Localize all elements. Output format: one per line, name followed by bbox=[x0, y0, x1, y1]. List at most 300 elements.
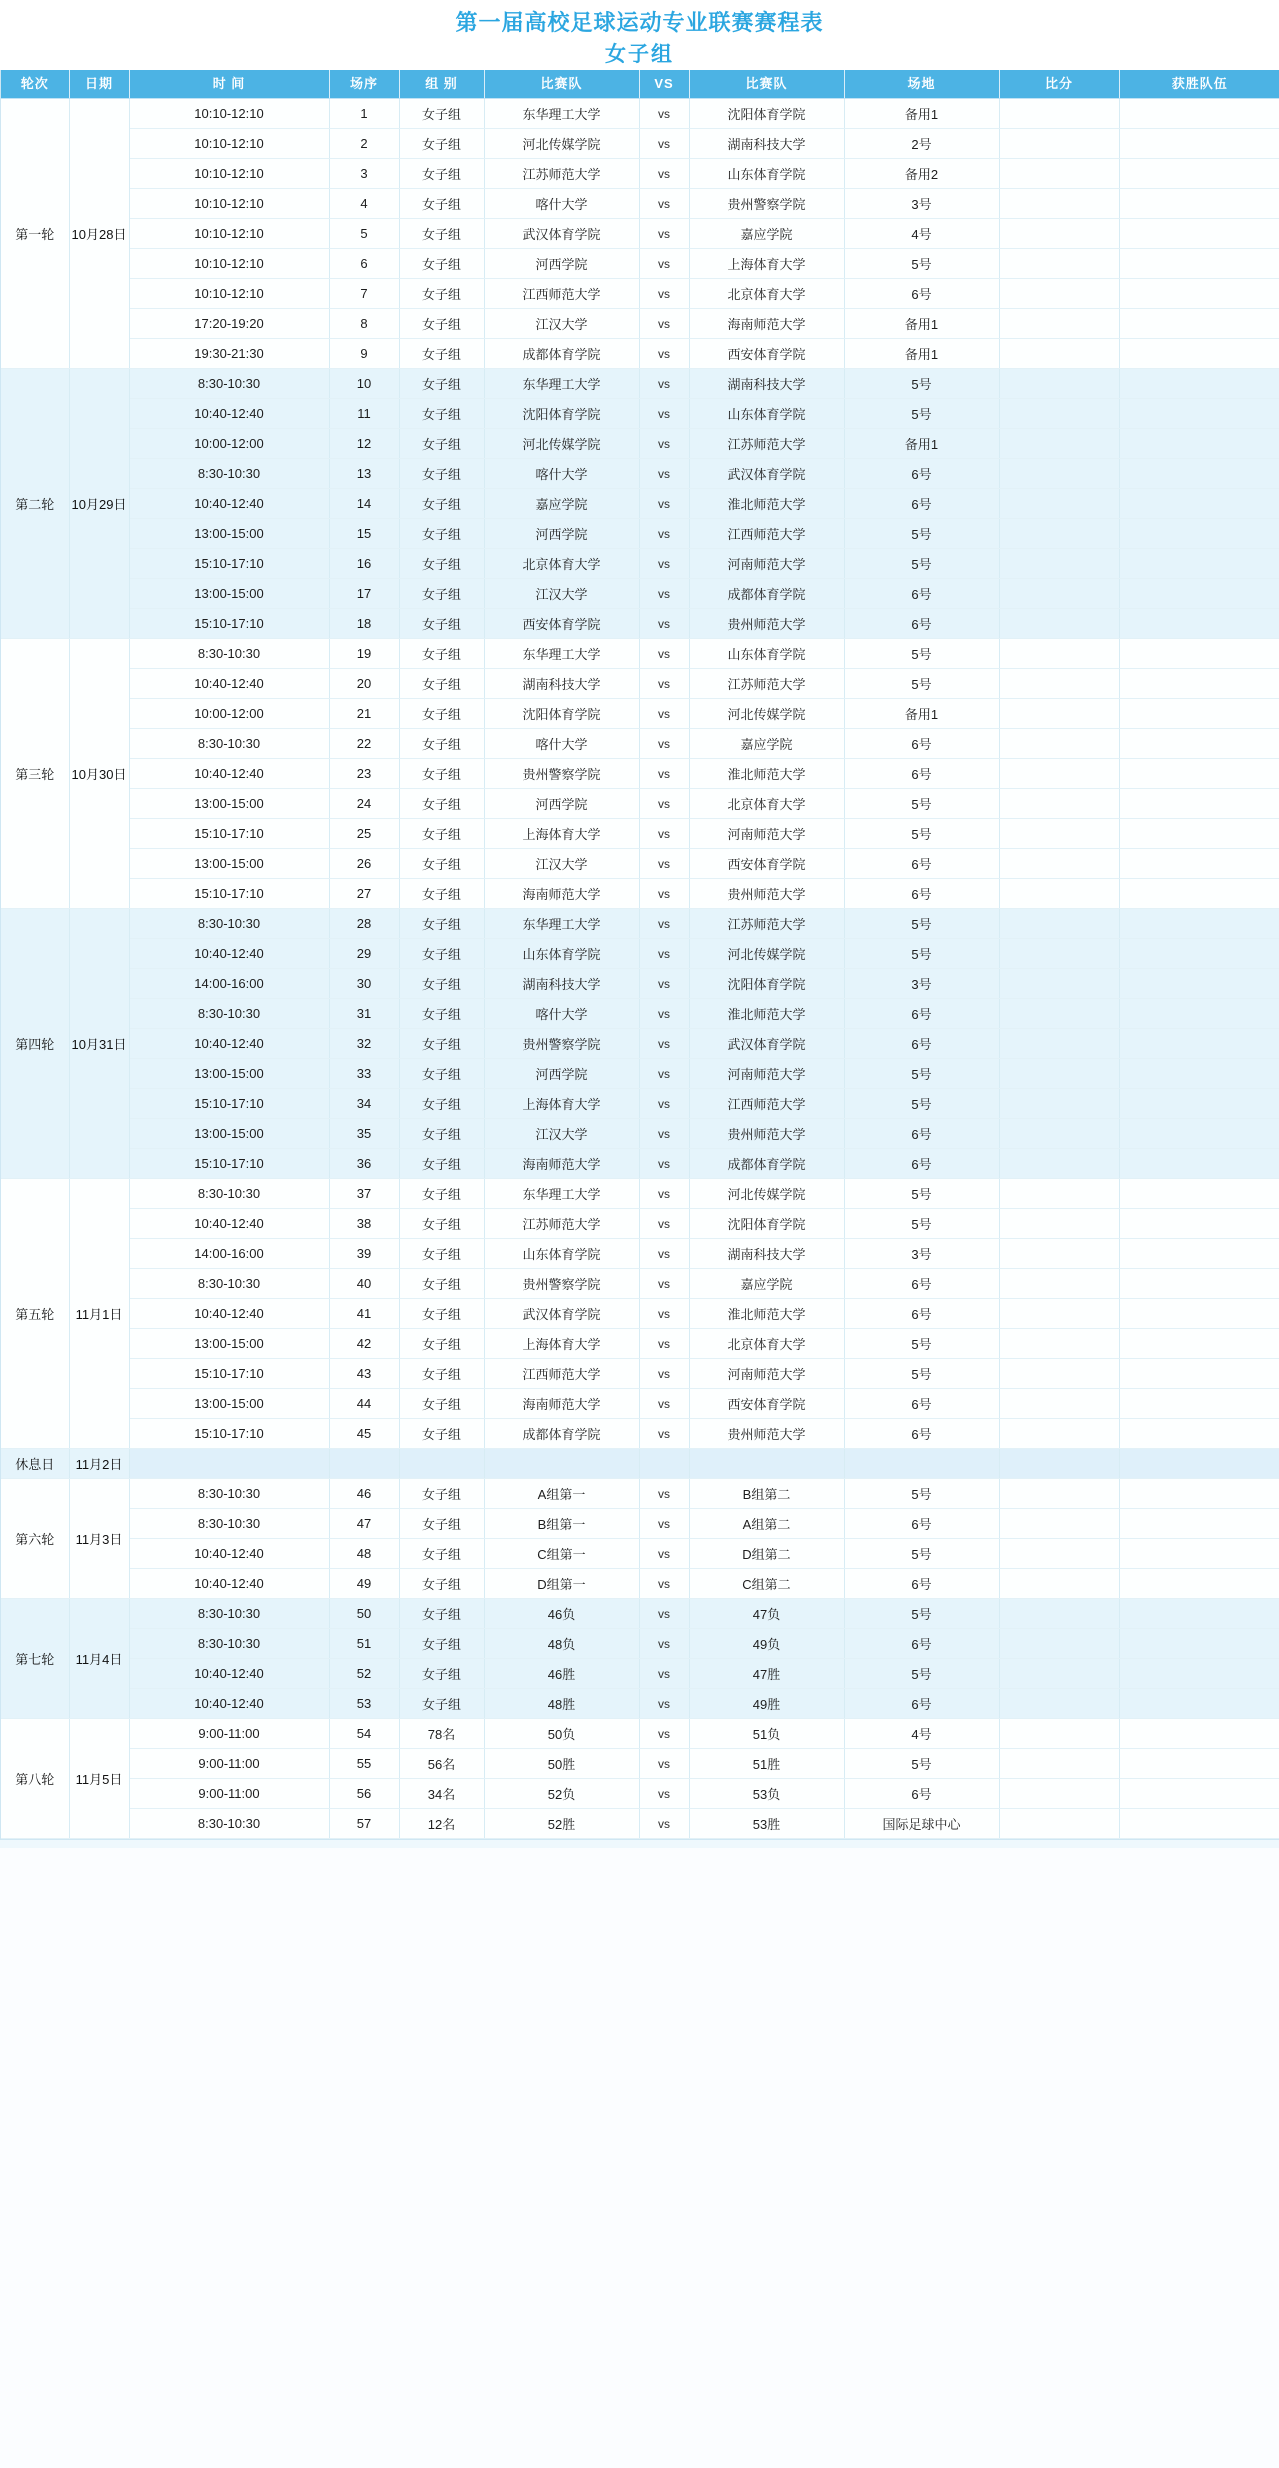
match-order: 57 bbox=[329, 1809, 399, 1839]
team-home: 东华理工大学 bbox=[484, 909, 639, 939]
team-away: 河北传媒学院 bbox=[689, 699, 844, 729]
match-group: 女子组 bbox=[399, 999, 484, 1029]
match-order: 35 bbox=[329, 1119, 399, 1149]
table-row bbox=[1, 1089, 1279, 1119]
match-group: 12名 bbox=[399, 1809, 484, 1839]
match-venue: 5号 bbox=[844, 819, 999, 849]
match-group: 女子组 bbox=[399, 129, 484, 159]
match-venue: 国际足球中心 bbox=[844, 1809, 999, 1839]
table-row bbox=[1, 309, 1279, 339]
vs-label: vs bbox=[639, 849, 689, 879]
match-venue: 6号 bbox=[844, 759, 999, 789]
team-away: 河南师范大学 bbox=[689, 1059, 844, 1089]
table-row bbox=[1, 1509, 1279, 1539]
match-score bbox=[999, 909, 1119, 939]
empty-cell bbox=[1119, 1449, 1279, 1479]
match-venue: 6号 bbox=[844, 1689, 999, 1719]
table-row bbox=[1, 1719, 1279, 1749]
match-time: 13:00-15:00 bbox=[129, 519, 329, 549]
match-order: 20 bbox=[329, 669, 399, 699]
column-header-time: 时 间 bbox=[129, 70, 329, 99]
match-winner bbox=[1119, 1419, 1279, 1449]
match-time: 8:30-10:30 bbox=[129, 1509, 329, 1539]
match-time: 13:00-15:00 bbox=[129, 579, 329, 609]
match-winner bbox=[1119, 699, 1279, 729]
match-score bbox=[999, 429, 1119, 459]
match-winner bbox=[1119, 789, 1279, 819]
team-home: 沈阳体育学院 bbox=[484, 399, 639, 429]
team-home: 上海体育大学 bbox=[484, 1089, 639, 1119]
match-group: 女子组 bbox=[399, 759, 484, 789]
match-order: 6 bbox=[329, 249, 399, 279]
team-home: 海南师范大学 bbox=[484, 1149, 639, 1179]
team-away: 北京体育大学 bbox=[689, 1329, 844, 1359]
team-away: 贵州师范大学 bbox=[689, 609, 844, 639]
table-row bbox=[1, 519, 1279, 549]
team-home: 湖南科技大学 bbox=[484, 969, 639, 999]
team-home: 河北传媒学院 bbox=[484, 429, 639, 459]
team-away: 江苏师范大学 bbox=[689, 669, 844, 699]
match-score bbox=[999, 1119, 1119, 1149]
match-group: 女子组 bbox=[399, 729, 484, 759]
vs-label: vs bbox=[639, 1809, 689, 1839]
match-group: 女子组 bbox=[399, 1029, 484, 1059]
match-time: 15:10-17:10 bbox=[129, 609, 329, 639]
table-row bbox=[1, 429, 1279, 459]
team-away: A组第二 bbox=[689, 1509, 844, 1539]
match-venue: 5号 bbox=[844, 369, 999, 399]
date-label: 11月2日 bbox=[69, 1449, 129, 1479]
vs-label: vs bbox=[639, 1359, 689, 1389]
match-winner bbox=[1119, 309, 1279, 339]
match-score bbox=[999, 1659, 1119, 1689]
title-block bbox=[0, 0, 1279, 70]
match-score bbox=[999, 99, 1119, 129]
vs-label: vs bbox=[639, 969, 689, 999]
team-home: 嘉应学院 bbox=[484, 489, 639, 519]
match-venue: 6号 bbox=[844, 849, 999, 879]
table-header-row bbox=[1, 70, 1279, 99]
match-score bbox=[999, 1329, 1119, 1359]
vs-label: vs bbox=[639, 279, 689, 309]
match-winner bbox=[1119, 369, 1279, 399]
team-home: 50胜 bbox=[484, 1749, 639, 1779]
match-time: 10:40-12:40 bbox=[129, 1539, 329, 1569]
match-winner bbox=[1119, 1569, 1279, 1599]
match-score bbox=[999, 1779, 1119, 1809]
team-home: 48负 bbox=[484, 1629, 639, 1659]
match-score bbox=[999, 1539, 1119, 1569]
round-label: 第七轮 bbox=[1, 1599, 69, 1719]
match-order: 31 bbox=[329, 999, 399, 1029]
match-winner bbox=[1119, 339, 1279, 369]
vs-label: vs bbox=[639, 1779, 689, 1809]
team-away: 河北传媒学院 bbox=[689, 1179, 844, 1209]
match-time: 10:40-12:40 bbox=[129, 759, 329, 789]
match-venue: 6号 bbox=[844, 879, 999, 909]
match-winner bbox=[1119, 219, 1279, 249]
match-venue: 5号 bbox=[844, 1179, 999, 1209]
bottom-spacer bbox=[0, 1840, 1279, 1848]
match-order: 47 bbox=[329, 1509, 399, 1539]
match-winner bbox=[1119, 1209, 1279, 1239]
team-home: 上海体育大学 bbox=[484, 1329, 639, 1359]
round-label: 第三轮 bbox=[1, 639, 69, 909]
match-time: 8:30-10:30 bbox=[129, 639, 329, 669]
match-group: 女子组 bbox=[399, 639, 484, 669]
page-title: 第一届高校足球运动专业联赛赛程表 bbox=[455, 10, 824, 35]
team-home: 河北传媒学院 bbox=[484, 129, 639, 159]
match-time: 8:30-10:30 bbox=[129, 999, 329, 1029]
date-label: 10月29日 bbox=[69, 369, 129, 639]
match-group: 女子组 bbox=[399, 819, 484, 849]
match-order: 54 bbox=[329, 1719, 399, 1749]
table-row bbox=[1, 759, 1279, 789]
date-label: 11月5日 bbox=[69, 1719, 129, 1839]
match-order: 21 bbox=[329, 699, 399, 729]
match-winner bbox=[1119, 1089, 1279, 1119]
vs-label: vs bbox=[639, 819, 689, 849]
match-order: 37 bbox=[329, 1179, 399, 1209]
vs-label: vs bbox=[639, 1269, 689, 1299]
match-order: 2 bbox=[329, 129, 399, 159]
match-time: 14:00-16:00 bbox=[129, 969, 329, 999]
match-order: 34 bbox=[329, 1089, 399, 1119]
match-winner bbox=[1119, 1779, 1279, 1809]
vs-label: vs bbox=[639, 1479, 689, 1509]
match-time: 10:10-12:10 bbox=[129, 219, 329, 249]
match-group: 女子组 bbox=[399, 219, 484, 249]
match-group: 女子组 bbox=[399, 1269, 484, 1299]
vs-label: vs bbox=[639, 489, 689, 519]
match-time: 10:10-12:10 bbox=[129, 129, 329, 159]
table-row bbox=[1, 1239, 1279, 1269]
date-label: 10月28日 bbox=[69, 99, 129, 369]
match-venue: 5号 bbox=[844, 1329, 999, 1359]
match-group: 女子组 bbox=[399, 399, 484, 429]
match-time: 8:30-10:30 bbox=[129, 1269, 329, 1299]
empty-cell bbox=[689, 1449, 844, 1479]
round-label: 第一轮 bbox=[1, 99, 69, 369]
match-group: 女子组 bbox=[399, 1539, 484, 1569]
vs-label: vs bbox=[639, 129, 689, 159]
table-row bbox=[1, 1389, 1279, 1419]
vs-label: vs bbox=[639, 729, 689, 759]
match-time: 8:30-10:30 bbox=[129, 1179, 329, 1209]
team-home: 喀什大学 bbox=[484, 459, 639, 489]
match-time: 8:30-10:30 bbox=[129, 459, 329, 489]
match-time: 10:40-12:40 bbox=[129, 1689, 329, 1719]
match-score bbox=[999, 129, 1119, 159]
vs-label: vs bbox=[639, 909, 689, 939]
match-winner bbox=[1119, 159, 1279, 189]
match-score bbox=[999, 309, 1119, 339]
match-group: 女子组 bbox=[399, 1089, 484, 1119]
team-away: 贵州警察学院 bbox=[689, 189, 844, 219]
match-time: 15:10-17:10 bbox=[129, 549, 329, 579]
vs-label: vs bbox=[639, 1389, 689, 1419]
match-score bbox=[999, 1239, 1119, 1269]
column-header-venue: 场地 bbox=[844, 70, 999, 99]
match-venue: 5号 bbox=[844, 549, 999, 579]
match-venue: 备用1 bbox=[844, 429, 999, 459]
match-winner bbox=[1119, 609, 1279, 639]
team-away: 51胜 bbox=[689, 1749, 844, 1779]
match-winner bbox=[1119, 1479, 1279, 1509]
match-group: 34名 bbox=[399, 1779, 484, 1809]
vs-label: vs bbox=[639, 399, 689, 429]
match-winner bbox=[1119, 1059, 1279, 1089]
vs-label: vs bbox=[639, 1509, 689, 1539]
match-score bbox=[999, 339, 1119, 369]
table-row bbox=[1, 1659, 1279, 1689]
match-winner bbox=[1119, 1599, 1279, 1629]
team-away: 成都体育学院 bbox=[689, 579, 844, 609]
match-order: 55 bbox=[329, 1749, 399, 1779]
match-time: 10:10-12:10 bbox=[129, 159, 329, 189]
date-label: 11月4日 bbox=[69, 1599, 129, 1719]
match-group: 女子组 bbox=[399, 459, 484, 489]
vs-label: vs bbox=[639, 1329, 689, 1359]
team-home: 海南师范大学 bbox=[484, 1389, 639, 1419]
team-away: 淮北师范大学 bbox=[689, 489, 844, 519]
match-order: 32 bbox=[329, 1029, 399, 1059]
team-away: 西安体育学院 bbox=[689, 849, 844, 879]
team-away: 沈阳体育学院 bbox=[689, 969, 844, 999]
match-venue: 3号 bbox=[844, 189, 999, 219]
match-time: 13:00-15:00 bbox=[129, 1119, 329, 1149]
match-time: 15:10-17:10 bbox=[129, 1419, 329, 1449]
table-body bbox=[1, 99, 1279, 1839]
vs-label: vs bbox=[639, 789, 689, 819]
match-group: 女子组 bbox=[399, 1059, 484, 1089]
match-time: 9:00-11:00 bbox=[129, 1749, 329, 1779]
table-row bbox=[1, 609, 1279, 639]
vs-label: vs bbox=[639, 999, 689, 1029]
vs-label: vs bbox=[639, 1689, 689, 1719]
match-venue: 6号 bbox=[844, 729, 999, 759]
match-group: 女子组 bbox=[399, 1299, 484, 1329]
match-winner bbox=[1119, 729, 1279, 759]
match-venue: 5号 bbox=[844, 1089, 999, 1119]
team-away: 贵州师范大学 bbox=[689, 1419, 844, 1449]
column-header-group: 组 别 bbox=[399, 70, 484, 99]
column-header-score: 比分 bbox=[999, 70, 1119, 99]
table-row bbox=[1, 1059, 1279, 1089]
vs-label: vs bbox=[639, 1719, 689, 1749]
match-winner bbox=[1119, 909, 1279, 939]
match-winner bbox=[1119, 759, 1279, 789]
match-score bbox=[999, 1149, 1119, 1179]
table-row bbox=[1, 669, 1279, 699]
match-time: 10:40-12:40 bbox=[129, 399, 329, 429]
match-winner bbox=[1119, 399, 1279, 429]
match-order: 5 bbox=[329, 219, 399, 249]
team-home: 贵州警察学院 bbox=[484, 759, 639, 789]
match-score bbox=[999, 1269, 1119, 1299]
match-group: 女子组 bbox=[399, 429, 484, 459]
team-away: 贵州师范大学 bbox=[689, 1119, 844, 1149]
team-away: B组第二 bbox=[689, 1479, 844, 1509]
team-away: 淮北师范大学 bbox=[689, 759, 844, 789]
match-time: 10:40-12:40 bbox=[129, 669, 329, 699]
empty-cell bbox=[329, 1449, 399, 1479]
table-row bbox=[1, 999, 1279, 1029]
match-winner bbox=[1119, 549, 1279, 579]
table-row bbox=[1, 819, 1279, 849]
vs-label: vs bbox=[639, 639, 689, 669]
column-header-round: 轮次 bbox=[1, 70, 69, 99]
match-score bbox=[999, 669, 1119, 699]
match-venue: 5号 bbox=[844, 399, 999, 429]
team-home: 上海体育大学 bbox=[484, 819, 639, 849]
match-score bbox=[999, 1719, 1119, 1749]
match-time: 13:00-15:00 bbox=[129, 849, 329, 879]
match-winner bbox=[1119, 669, 1279, 699]
team-home: 46胜 bbox=[484, 1659, 639, 1689]
match-group: 女子组 bbox=[399, 369, 484, 399]
match-score bbox=[999, 1059, 1119, 1089]
match-group: 女子组 bbox=[399, 1509, 484, 1539]
match-time: 13:00-15:00 bbox=[129, 1389, 329, 1419]
vs-label: vs bbox=[639, 1149, 689, 1179]
match-time: 15:10-17:10 bbox=[129, 879, 329, 909]
team-away: 山东体育学院 bbox=[689, 399, 844, 429]
team-home: 河西学院 bbox=[484, 519, 639, 549]
match-winner bbox=[1119, 1689, 1279, 1719]
match-time: 13:00-15:00 bbox=[129, 1329, 329, 1359]
match-venue: 6号 bbox=[844, 1299, 999, 1329]
match-time: 17:20-19:20 bbox=[129, 309, 329, 339]
table-row bbox=[1, 129, 1279, 159]
match-order: 41 bbox=[329, 1299, 399, 1329]
match-time: 10:10-12:10 bbox=[129, 99, 329, 129]
match-score bbox=[999, 1689, 1119, 1719]
date-label: 11月3日 bbox=[69, 1479, 129, 1599]
empty-cell bbox=[844, 1449, 999, 1479]
match-order: 26 bbox=[329, 849, 399, 879]
team-home: A组第一 bbox=[484, 1479, 639, 1509]
match-winner bbox=[1119, 519, 1279, 549]
team-home: 武汉体育学院 bbox=[484, 219, 639, 249]
match-group: 女子组 bbox=[399, 579, 484, 609]
team-away: 47负 bbox=[689, 1599, 844, 1629]
match-time: 10:10-12:10 bbox=[129, 189, 329, 219]
match-winner bbox=[1119, 129, 1279, 159]
match-winner bbox=[1119, 99, 1279, 129]
table-row bbox=[1, 1209, 1279, 1239]
vs-label: vs bbox=[639, 339, 689, 369]
team-home: 江汉大学 bbox=[484, 579, 639, 609]
match-winner bbox=[1119, 489, 1279, 519]
match-order: 30 bbox=[329, 969, 399, 999]
vs-label: vs bbox=[639, 1209, 689, 1239]
table-row bbox=[1, 729, 1279, 759]
team-home: 江西师范大学 bbox=[484, 1359, 639, 1389]
match-venue: 6号 bbox=[844, 489, 999, 519]
match-venue: 6号 bbox=[844, 1269, 999, 1299]
match-score bbox=[999, 549, 1119, 579]
match-time: 15:10-17:10 bbox=[129, 1359, 329, 1389]
match-group: 女子组 bbox=[399, 519, 484, 549]
match-time: 10:40-12:40 bbox=[129, 489, 329, 519]
match-order: 44 bbox=[329, 1389, 399, 1419]
vs-label: vs bbox=[639, 1599, 689, 1629]
vs-label: vs bbox=[639, 519, 689, 549]
match-group: 女子组 bbox=[399, 1599, 484, 1629]
column-header-team1: 比赛队 bbox=[484, 70, 639, 99]
match-venue: 6号 bbox=[844, 999, 999, 1029]
round-label: 第二轮 bbox=[1, 369, 69, 639]
team-home: 东华理工大学 bbox=[484, 639, 639, 669]
match-time: 10:40-12:40 bbox=[129, 1569, 329, 1599]
match-score bbox=[999, 369, 1119, 399]
match-score bbox=[999, 849, 1119, 879]
match-winner bbox=[1119, 1659, 1279, 1689]
match-score bbox=[999, 459, 1119, 489]
match-group: 女子组 bbox=[399, 699, 484, 729]
match-venue: 备用1 bbox=[844, 99, 999, 129]
match-order: 38 bbox=[329, 1209, 399, 1239]
vs-label: vs bbox=[639, 1119, 689, 1149]
match-order: 48 bbox=[329, 1539, 399, 1569]
match-time: 8:30-10:30 bbox=[129, 909, 329, 939]
match-score bbox=[999, 1209, 1119, 1239]
team-home: 东华理工大学 bbox=[484, 1179, 639, 1209]
match-venue: 3号 bbox=[844, 969, 999, 999]
match-group: 女子组 bbox=[399, 1239, 484, 1269]
match-group: 女子组 bbox=[399, 1119, 484, 1149]
table-row bbox=[1, 549, 1279, 579]
team-home: 湖南科技大学 bbox=[484, 669, 639, 699]
match-venue: 备用1 bbox=[844, 339, 999, 369]
team-away: 47胜 bbox=[689, 1659, 844, 1689]
team-away: 上海体育大学 bbox=[689, 249, 844, 279]
match-order: 51 bbox=[329, 1629, 399, 1659]
team-home: B组第一 bbox=[484, 1509, 639, 1539]
table-row bbox=[1, 1689, 1279, 1719]
team-away: 49负 bbox=[689, 1629, 844, 1659]
match-score bbox=[999, 159, 1119, 189]
team-away: D组第二 bbox=[689, 1539, 844, 1569]
table-row bbox=[1, 1569, 1279, 1599]
match-score bbox=[999, 249, 1119, 279]
team-home: 山东体育学院 bbox=[484, 939, 639, 969]
match-group: 女子组 bbox=[399, 789, 484, 819]
match-time: 10:40-12:40 bbox=[129, 1029, 329, 1059]
round-label: 休息日 bbox=[1, 1449, 69, 1479]
match-winner bbox=[1119, 1029, 1279, 1059]
match-score bbox=[999, 1089, 1119, 1119]
match-order: 16 bbox=[329, 549, 399, 579]
match-order: 46 bbox=[329, 1479, 399, 1509]
team-away: 成都体育学院 bbox=[689, 1149, 844, 1179]
match-order: 12 bbox=[329, 429, 399, 459]
match-group: 女子组 bbox=[399, 159, 484, 189]
team-away: 武汉体育学院 bbox=[689, 1029, 844, 1059]
match-order: 27 bbox=[329, 879, 399, 909]
team-home: 喀什大学 bbox=[484, 189, 639, 219]
match-time: 10:00-12:00 bbox=[129, 699, 329, 729]
match-winner bbox=[1119, 1509, 1279, 1539]
table-row bbox=[1, 909, 1279, 939]
match-score bbox=[999, 819, 1119, 849]
match-group: 女子组 bbox=[399, 1149, 484, 1179]
match-score bbox=[999, 1419, 1119, 1449]
team-home: 山东体育学院 bbox=[484, 1239, 639, 1269]
team-away: 49胜 bbox=[689, 1689, 844, 1719]
team-home: 江汉大学 bbox=[484, 1119, 639, 1149]
